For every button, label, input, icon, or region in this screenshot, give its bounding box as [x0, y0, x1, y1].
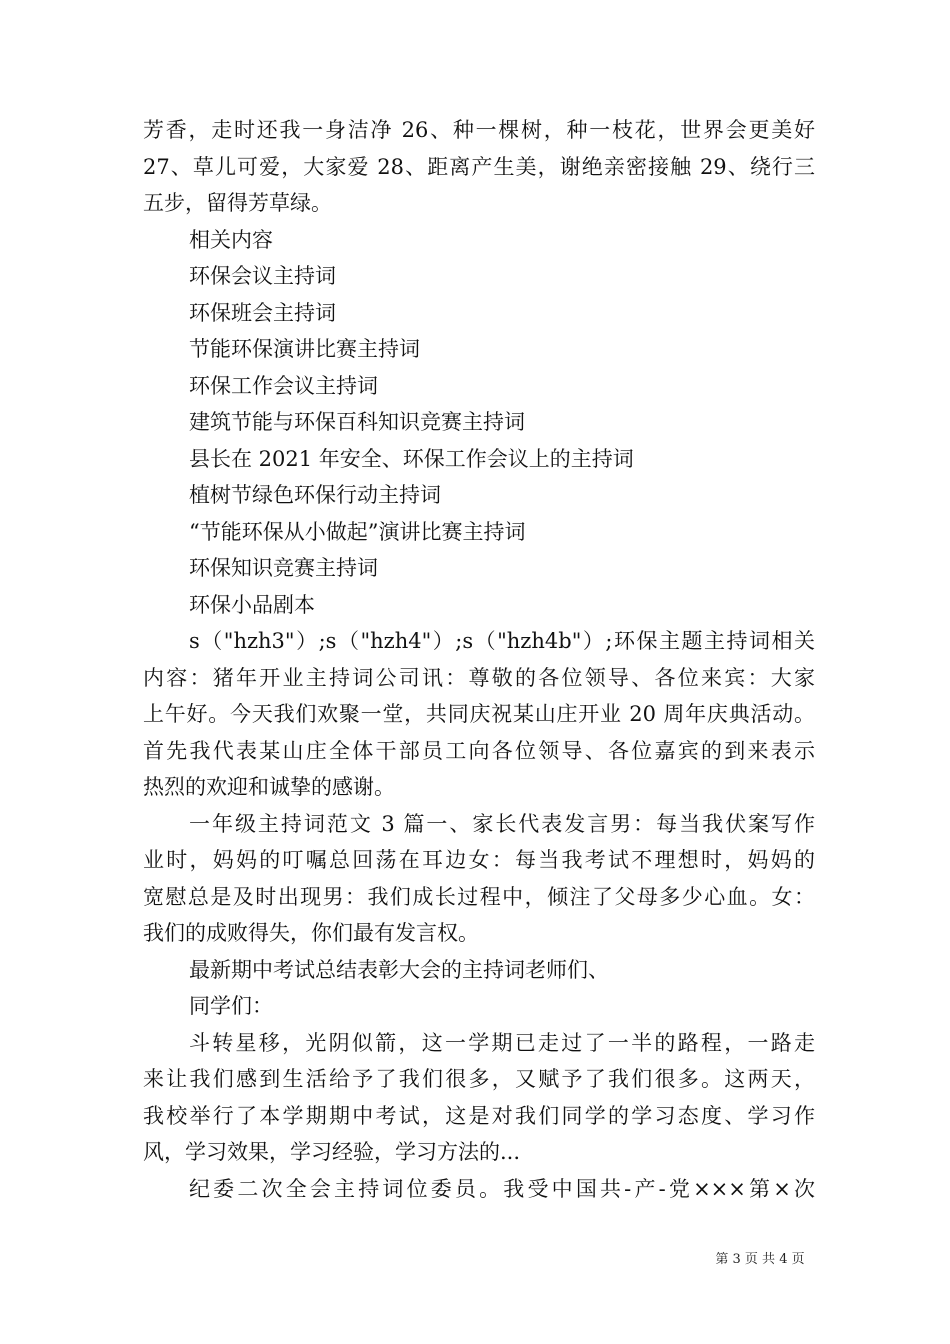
text-line: s（"hzh3"）;s（"hzh4"）;s（"hzh4b"）;环保主题主持词相关 [189, 629, 815, 653]
text-line: 环保工作会议主持词 [189, 373, 378, 398]
text-line: 一年级主持词范文 3 篇一、家长代表发言男：每当我伏案写作 [189, 811, 815, 836]
text-line: 相关内容 [189, 227, 273, 252]
text-line: 环保班会主持词 [189, 300, 336, 325]
text-line: 最新期中考试总结表彰大会的主持词老师们、 [189, 957, 609, 982]
text-line: 环保会议主持词 [189, 264, 336, 288]
text-line: 植树节绿色环保行动主持词 [189, 483, 441, 507]
document-body [143, 112, 815, 1207]
text-line: 我校举行了本学期期中考试，这是对我们同学的学习态度、学习作 [143, 1103, 815, 1128]
text-line: 节能环保演讲比赛主持词 [189, 337, 420, 361]
page-footer [0, 1248, 950, 1267]
text-line: 风，学习效果，学习经验，学习方法的... [143, 1140, 521, 1164]
text-line: 同学们： [189, 994, 273, 1018]
text-line: 27、草儿可爱，大家爱 28、距离产生美，谢绝亲密接触 29、绕行三 [143, 154, 815, 179]
text-line: 来让我们感到生活给予了我们很多，又赋予了我们很多。这两天， [143, 1067, 815, 1091]
text-line: 业时，妈妈的叮嘱总回荡在耳边女：每当我考试不理想时，妈妈的 [143, 848, 815, 872]
text-line: 环保小品剧本 [189, 592, 315, 617]
text-line: 上午好。今天我们欢聚一堂，共同庆祝某山庄开业 20 周年庆典活动。 [143, 702, 815, 726]
page-number: 第 3 页 共 4 页 [715, 1252, 805, 1267]
text-line: 首先我代表某山庄全体干部员工向各位领导、各位嘉宾的到来表示 [143, 738, 815, 763]
text-line: 环保知识竞赛主持词 [189, 556, 378, 580]
text-line: 建筑节能与环保百科知识竞赛主持词 [189, 410, 525, 434]
text-line: 内容：猪年开业主持词公司讯：尊敬的各位领导、各位来宾：大家 [143, 665, 815, 690]
text-line: 热烈的欢迎和诚挚的感谢。 [143, 775, 395, 799]
text-line: 芳香，走时还我一身洁净 26、种一棵树，种一枝花，世界会更美好 [143, 118, 815, 142]
text-line: 斗转星移，光阴似箭，这一学期已走过了一半的路程，一路走 [189, 1030, 815, 1055]
text-line: “节能环保从小做起”演讲比赛主持词 [189, 519, 526, 544]
text-line: 五步，留得芳草绿。 [143, 191, 332, 215]
text-line: 宽慰总是及时出现男：我们成长过程中，倾注了父母多少心血。女： [143, 884, 815, 909]
text-line: 县长在 2021 年安全、环保工作会议上的主持词 [189, 446, 634, 471]
text-line: 纪委二次全会主持词位委员。我受中国共-产-党×××第×次 [189, 1176, 815, 1201]
text-line: 我们的成败得失，你们最有发言权。 [143, 921, 479, 945]
